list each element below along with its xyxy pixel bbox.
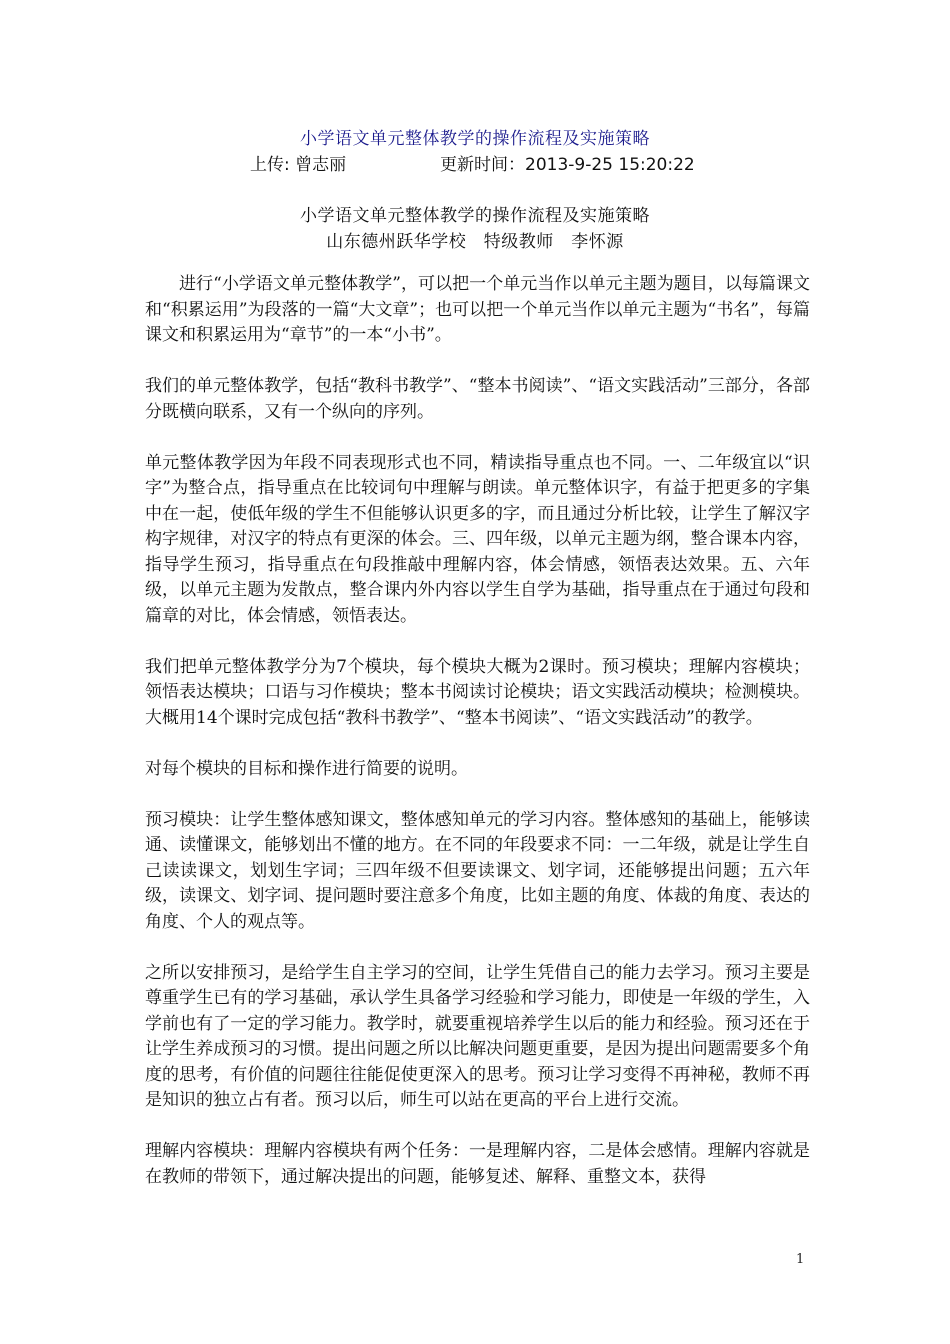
- document-body: [145, 272, 810, 1216]
- paragraph: 对每个模块的目标和操作进行简要的说明。: [145, 758, 468, 779]
- paragraph: 我们把单元整体教学分为7个模块，每个模块大概为2课时。预习模块；理解内容模块；领悟表达模块；口语与习作模块；整本书阅读讨论模块；语文实践活动模块；检测模块。大概用14个课时完成包括“教科书教学”、“整本书阅读”、“语文实践活动”的教学。: [145, 656, 810, 728]
- paragraph: 理解内容模块：理解内容模块有两个任务：一是理解内容，二是体会感情。理解内容就是在教师的带领下，通过解决提出的问题，能够复述、解释、重整文本，获得: [145, 1141, 810, 1187]
- paragraph: 预习模块：让学生整体感知课文，整体感知单元的学习内容。整体感知的基础上，能够读通、读懂课文，能够划出不懂的地方。在不同的年段要求不同：一二年级，就是让学生自己读读课文，划划生字词；三四年级不但要读课文、划字词，还能够提出问题；五六年级，读课文、划字词、提问题时要注意多个角度，比如主题的角度、体裁的角度、表达的角度、个人的观点等。: [145, 809, 810, 932]
- paragraph: 进行“小学语文单元整体教学”，可以把一个单元当作以单元主题为题目，以每篇课文和“积累运用”为段落的一篇“大文章”；也可以把一个单元当作以单元主题为“书名”，每篇课文和积累运用为“章节”的一本“小书”。: [145, 274, 810, 345]
- updated-time-label: 更新时间：2013-9-25 15:20:22: [440, 155, 695, 175]
- uploader-label: 上传: 曾志丽: [250, 155, 347, 175]
- paragraph: 之所以安排预习，是给学生自主学习的空间，让学生凭借自己的能力去学习。预习主要是尊重学生已有的学习基础，承认学生具备学习经验和学习能力，即使是一年级的学生，入学前也有了一定的学习能力。教学时，就要重视培养学生以后的能力和经验。预习还在于让学生养成预习的习惯。提出问题之所以比解决问题更重要，是因为提出问题需要多个角度的思考，有价值的问题往往能促使更深入的思考。预习让学习变得不再神秘，教师不再是知识的独立占有者。预习以后，师生可以站在更高的平台上进行交流。: [145, 962, 810, 1110]
- paragraph: 单元整体教学因为年段不同表现形式也不同，精读指导重点也不同。一、二年级宜以“识字”为整合点，指导重点在比较词句中理解与朗读。单元整体识字，有益于把更多的字集中在一起，使低年级的学生不但能够认识更多的字，而且通过分析比较，让学生了解汉字构字规律，对汉字的特点有更深的体会。三、四年级，以单元主题为纲，整合课本内容，指导学生预习，指导重点在句段推敲中理解内容，体会情感，领悟表达效果。五、六年级，以单元主题为发散点，整合课内外内容以学生自学为基础，指导重点在于通过句段和篇章的对比，体会情感，领悟表达。: [145, 452, 810, 626]
- paragraph: 我们的单元整体教学，包括“教科书教学”、“整本书阅读”、“语文实践活动”三部分，各部分既横向联系，又有一个纵向的序列。: [145, 376, 810, 422]
- article-meta: [250, 150, 850, 175]
- document-author: 山东德州跃华学校 特级教师 李怀源: [326, 232, 624, 252]
- article-header-title: 小学语文单元整体教学的操作流程及实施策略: [300, 129, 650, 149]
- document-title: 小学语文单元整体教学的操作流程及实施策略: [300, 206, 650, 226]
- page-number: 1: [796, 1252, 805, 1267]
